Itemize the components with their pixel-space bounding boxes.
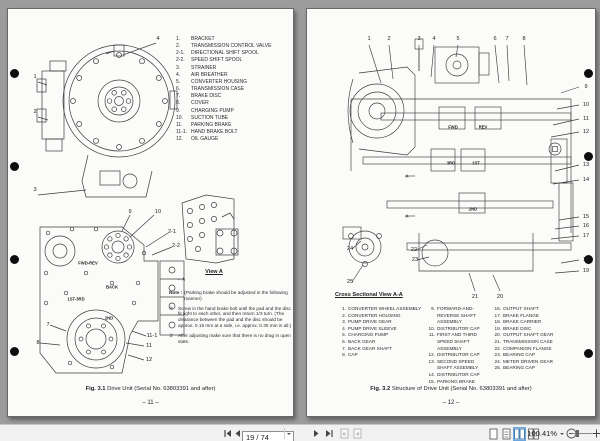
punch-hole [10,162,19,171]
figure-title: Structure of Drive Unit (Serial No. 63803391 and after) [391,386,532,392]
next-page-icon [313,429,320,438]
callout-19: 19 [582,268,590,274]
previous-view-icon [340,428,349,439]
page-number: – 12 – [442,400,460,406]
next-page-button[interactable] [312,428,320,439]
callout-2-1: 2-1 [167,229,177,235]
parts-list-item: 22. COMPANION FLANGE [494,345,552,351]
right-parts-list-col2 [424,306,490,385]
callout-23: 23 [411,257,419,263]
parts-list-item: 12. OIL GAUGE [176,136,219,143]
callout-2: 2 [387,36,391,42]
zoom-level-text[interactable]: 100.41% [527,429,557,438]
last-page-button[interactable] [324,428,334,439]
callout-3: 3 [417,36,421,42]
diagram-label-back: BACK [105,284,119,290]
callout-9: 9 [584,84,588,90]
callout-8: 8 [522,36,526,42]
parts-list-item: 25. BEARING CAP [494,365,536,371]
punch-hole [10,347,19,356]
figure-number: Fig. 3.2 [370,386,391,392]
callout-11: 11 [583,116,589,122]
note-item: ① Screw in the hand brake bolt until the pad and the disc fit tight to each other, and then return 1/3 turn. (The clearance between the pad and the disc should be approx. 0.15 mm at a side, i.e. approx. 0.30 mm in all.) [169,305,292,328]
view-a-inset-diagram [176,189,252,267]
page-left [7,8,294,417]
parts-list-item: 3. PUMP DRIVE GEAR [342,319,392,325]
callout-4: 4 [432,36,436,42]
diagram-label-a: A [405,173,409,179]
parts-list-item: 15. PARKING BRAKE [428,378,475,384]
continuous-page-icon [502,428,511,440]
callout-24: 24 [346,246,354,252]
parts-list-item: 23. BEARING CAP [494,352,536,358]
parts-list-item: 11. PARKING BRAKE [176,121,232,128]
punch-hole [10,255,19,264]
callout-20: 20 [496,294,504,300]
page-number: – 11 – [142,400,159,406]
callout-12: 12 [582,129,590,135]
callout-15: 15 [582,214,590,220]
parts-list-item: 8. COVER [176,100,209,107]
next-view-icon [353,428,362,439]
parts-list-item: 10. DISTRIBUTOR CAP [428,325,480,331]
callout-1: 1 [33,74,37,80]
diagram-label-2nd: 2ND [104,315,114,321]
callout-18: 18 [582,257,590,263]
callout-22: 22 [410,247,418,253]
punch-hole [10,69,19,78]
parts-list-item: 9. FORWARD-AND-REVERSE SHAFT ASSEMBLY [431,306,476,325]
parts-list-item: 2-1. DIRECTIONAL SHIFT SPOOL [176,50,259,57]
callout-6: 6 [493,36,497,42]
diagram-label-fwd: FWD [448,124,458,130]
diagram-label-rev: REV [478,124,488,130]
callout-9: 9 [128,209,132,215]
figure-number: Fig. 3.1 [85,386,106,392]
view-a-label: View A [205,269,223,275]
callout-3: 3 [33,187,37,193]
parts-list-item: 21. TRANSMISSION CASE [494,338,553,344]
parts-list-item: 5. CONVERTER HOUSING [176,78,248,85]
callout-7: 7 [46,322,50,328]
parts-list-item: 17. BRAKE FLANGE [494,312,539,318]
callout-11-1: 11-1 [146,333,158,339]
right-parts-list-col1 [335,306,423,359]
note-label: Note : [169,290,183,295]
zoom-dropdown-caret-icon [559,432,565,436]
parts-list-item: 11-1. HAND BRAKE BOLT [176,129,238,136]
previous-page-icon [234,429,241,438]
callout-11: 11 [146,343,152,349]
callout-2-2: 2-2 [171,243,181,249]
diagram-label-3rd: 3RD [446,160,456,166]
parts-list-item: 4. AIR BREATHER [176,71,228,78]
parts-list-item: 3. STRAINER [176,64,217,71]
diagram-label--a: ← A [176,276,186,282]
drive-unit-cross-section-diagram [323,21,589,299]
parts-list-item: 8. CAP [342,352,358,358]
callout-8: 8 [36,340,40,346]
parts-list-item: 6. BACK GEAR [342,338,376,344]
continuous-view-button[interactable] [500,427,513,441]
parts-list-item: 2-2. SPEED SHIFT SPOOL [176,57,243,64]
left-parts-list [176,36,296,143]
parts-list-item: 12. DISTRIBUTOR CAP [428,352,480,358]
cross-sectional-view-label: Cross Sectional View A-A [335,292,403,298]
callout-10: 10 [154,209,162,215]
facing-view-button[interactable] [513,427,526,441]
zoom-in-button[interactable] [592,428,600,439]
parts-list-item: 6. TRANSMISSION CASE [176,86,245,93]
parts-list-item: 10. SUCTION TUBE [176,114,229,121]
parts-list-item: 24. METER DRIVEN GEAR [494,358,554,364]
parts-list-item: 11. FIRST AND THIRD SPEED SHAFT ASSEMBLY [428,332,477,351]
parts-list-item: 16. OUTPUT SHAFT [494,306,539,311]
diagram-label-a: A [405,213,409,219]
callout-4: 4 [156,36,160,42]
parts-list-item: 2. TRANSMISSION CONTROL VALVE [176,43,272,50]
note-intro: (Parking brake should be adjusted in the following manner) [184,290,288,301]
zoom-slider-track[interactable] [572,433,592,434]
callout-2: 2 [33,109,37,115]
last-page-icon [325,429,334,438]
parts-list-item: 1. CONVERTER WHEEL ASSEMBLY [342,306,422,311]
parking-brake-note [169,290,295,344]
parts-list-item: 19. BRAKE DISC [494,325,532,331]
single-page-icon [489,428,498,440]
callout-21: 21 [471,294,479,300]
diagram-label-1st: 1ST [472,160,480,166]
parts-list-item: 13. SECOND SPEED SHAFT ASSEMBLY [428,358,479,371]
parts-list-item: 7. BRAKE DISC [176,93,222,100]
parts-list-item: 1. BRACKET [176,36,215,42]
callout-17: 17 [582,233,590,239]
page-right [306,8,596,417]
parts-list-item: 18. BRAKE CARRIER [494,319,542,325]
callout-25: 25 [346,279,354,285]
figure-caption [8,386,293,392]
diagram-label-fwd-rev: FWD-REV [78,260,98,266]
parts-list-item: 2. CONVERTER HOUSING [342,312,401,318]
next-view-button[interactable] [352,428,363,439]
figure-caption [307,386,595,392]
parts-list-item: 5. CHARGING PUMP [342,332,389,338]
callout-10: 10 [582,102,590,108]
callout-7: 7 [505,36,509,42]
zoom-dropdown-caret[interactable] [558,428,565,439]
note-item: ② After adjusting make sure that there is no drag in open state. [169,332,291,344]
callout-13: 13 [582,162,590,168]
callout-14: 14 [582,177,590,183]
first-page-icon [223,429,232,438]
callout-1: 1 [367,36,371,42]
first-page-button[interactable] [222,428,232,439]
facing-pages-icon [514,428,525,440]
callout-5: 5 [456,36,460,42]
single-page-view-button[interactable] [487,427,500,441]
previous-page-button[interactable] [233,428,241,439]
parts-list-item: 20. OUTPUT SHAFT GEAR [494,332,554,338]
callout-16: 16 [582,223,590,229]
right-parts-list-col3 [490,306,592,372]
previous-view-button[interactable] [339,428,350,439]
zoom-slider-thumb[interactable] [576,430,579,437]
parts-list-item: 4. PUMP DRIVE SLEEVE [342,325,397,331]
page-dropdown-caret-icon[interactable] [284,428,293,439]
parts-list-item: 7. BACK GEAR SHAFT [342,345,393,351]
page-number-box [242,427,294,440]
parts-list-item: 9. CHARGING PUMP [176,107,234,114]
callout-12: 12 [145,357,153,363]
diagram-label-2nd: 2ND [468,206,478,212]
zoom-in-icon [592,429,600,438]
drive-unit-side-view-diagram [26,21,178,207]
parts-list-item: 14. DISTRIBUTOR CAP [428,371,480,377]
status-bar [0,424,600,441]
diagram-label-1st-3rd: 1ST-3RD [67,296,85,302]
figure-title: Drive Unit (Serial No. 63803391 and after) [107,386,216,392]
